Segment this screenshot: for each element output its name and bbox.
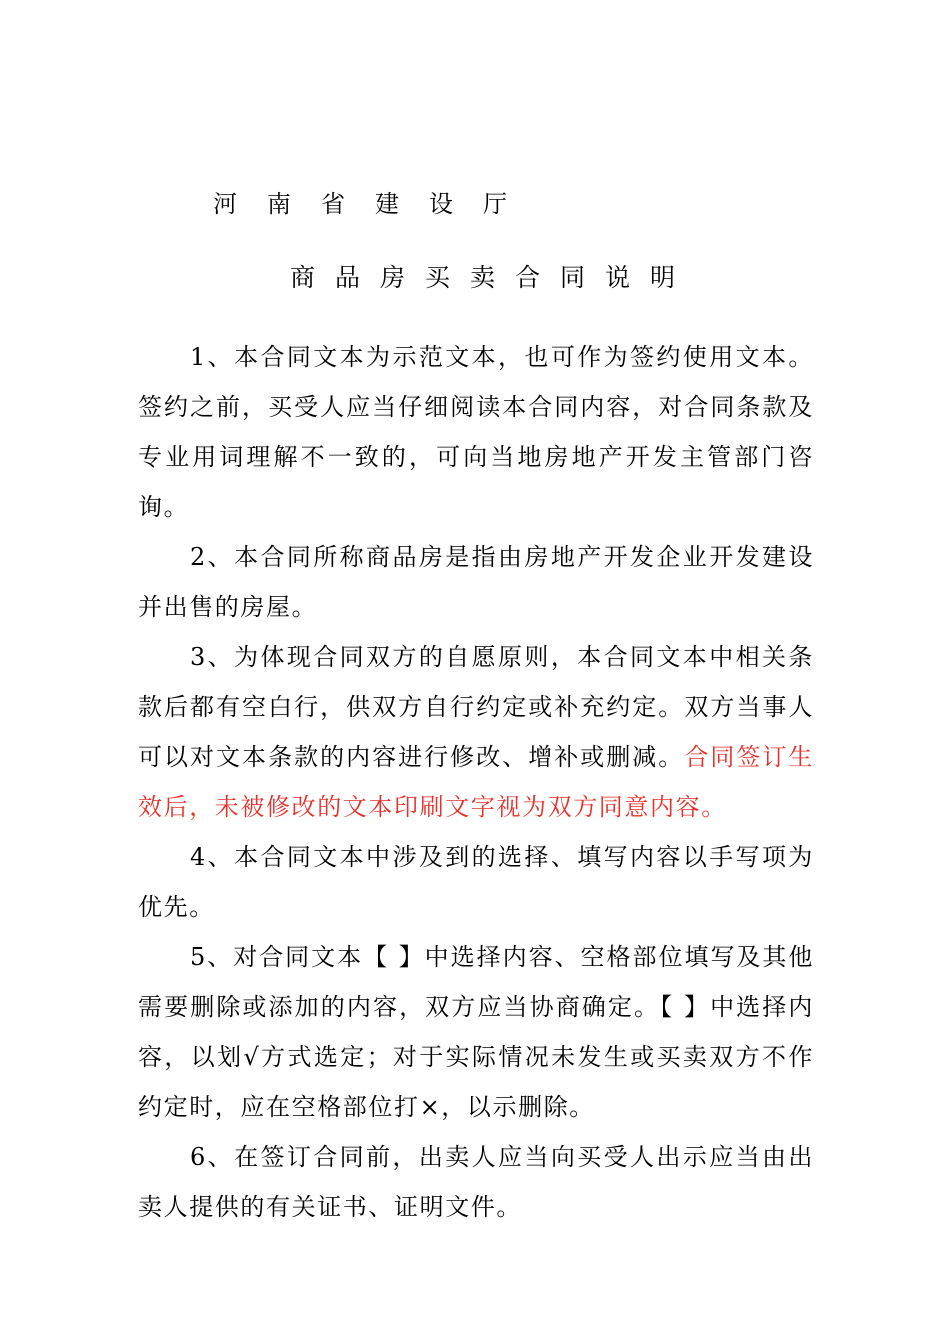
highlighted-clause: 合同签订生效后，未被修改的文本印刷文字视为双方同意内容。 xyxy=(138,743,814,821)
paragraph-3 xyxy=(138,632,814,832)
paragraph-text: 1、本合同文本为示范文本，也可作为签约使用文本。签约之前，买受人应当仔细阅读本合同内容，对合同条款及专业用词理解不一致的，可向当地房地产开发主管部门咨询。 xyxy=(138,343,814,521)
paragraph-1 xyxy=(138,332,814,532)
paragraph-4 xyxy=(138,832,814,932)
paragraph-text: 6、在签订合同前，出卖人应当向买受人出示应当由出卖人提供的有关证书、证明文件。 xyxy=(138,1143,814,1221)
paragraph-6 xyxy=(138,1132,814,1232)
paragraph-text: 2、本合同所称商品房是指由房地产开发企业开发建设并出售的房屋。 xyxy=(138,543,814,621)
paragraph-text: 4、本合同文本中涉及到的选择、填写内容以手写项为优先。 xyxy=(138,843,814,921)
issuing-organization: 河南省建设厅 xyxy=(213,190,537,218)
paragraph-5 xyxy=(138,932,814,1132)
paragraph-2 xyxy=(138,532,814,632)
paragraph-text: 5、对合同文本【 】中选择内容、空格部位填写及其他需要删除或添加的内容，双方应当协商确定。【 】中选择内容，以划√方式选定；对于实际情况未发生或买卖双方不作约定时，应在空格部位打×，以示删除。 xyxy=(138,943,814,1121)
document-body xyxy=(138,332,814,1232)
document-title: 商品房买卖合同说明 xyxy=(290,263,696,292)
paragraph-text: 3、为体现合同双方的自愿原则，本合同文本中相关条款后都有空白行，供双方自行约定或补充约定。双方当事人可以对文本条款的内容进行修改、增补或删减。 xyxy=(138,643,814,771)
